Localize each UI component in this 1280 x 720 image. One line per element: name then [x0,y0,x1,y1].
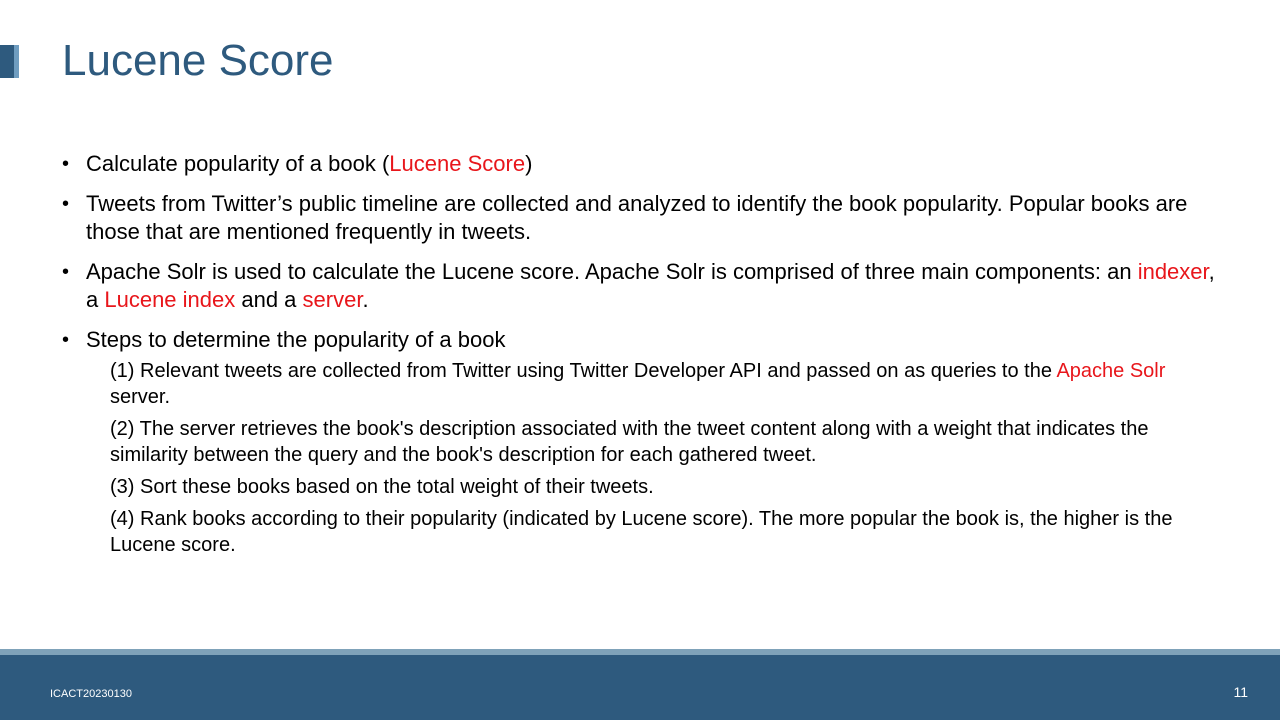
footer-band [0,655,1280,720]
step-text: server. [110,386,171,408]
bullet-dot: • [62,153,70,175]
bullet-dot: • [62,329,70,351]
bullet-text: and a [235,287,303,312]
highlight-term: server [302,287,363,312]
highlight-term: Lucene index [104,287,236,312]
bullet-text: , a [86,259,1215,312]
bullet-text: Tweets from Twitter’s public timeline are collected and analyzed to identify the book popularity. Popular books are those that are mentioned frequently in tweets. [86,191,1188,244]
page-number: 11 [1233,684,1248,700]
step-item [110,358,1227,410]
title-accent-bar-light [14,45,19,78]
bullet-dot: • [62,193,70,215]
bullet-list [62,150,1227,558]
bullet-item [62,190,1227,246]
step-text: (1) Relevant tweets are collected from Twitter using Twitter Developer API and passed on as queries to the [110,360,1057,382]
highlight-term: indexer [1137,259,1209,284]
bullet-text: . [362,287,369,312]
conference-code: ICACT20230130 [50,688,132,700]
bullet-text: Steps to determine the popularity of a book [86,327,506,352]
bullet-item [62,150,1227,178]
highlight-term: Apache Solr [1056,360,1166,382]
highlight-term: Lucene Score [389,151,526,176]
step-item: (4) Rank books according to their popularity (indicated by Lucene score). The more popular the book is, the higher is the Lucene score. [110,508,1173,556]
title-accent-bar [0,45,14,78]
slide-title: Lucene Score [62,36,334,85]
bullet-text: ) [525,151,533,176]
slide-body [62,150,1227,570]
step-list [86,358,1227,558]
bullet-item [62,258,1227,314]
step-item: (2) The server retrieves the book's description associated with the tweet content along with a weight that indicates the similarity between the query and the book's description for each gathered tweet. [110,418,1149,466]
bullet-dot: • [62,261,70,283]
bullet-text: Calculate popularity of a book ( [86,151,390,176]
step-item: (3) Sort these books based on the total weight of their tweets. [110,476,654,498]
bullet-item [62,326,1227,558]
bullet-text: Apache Solr is used to calculate the Lucene score. Apache Solr is comprised of three main components: an [86,259,1138,284]
